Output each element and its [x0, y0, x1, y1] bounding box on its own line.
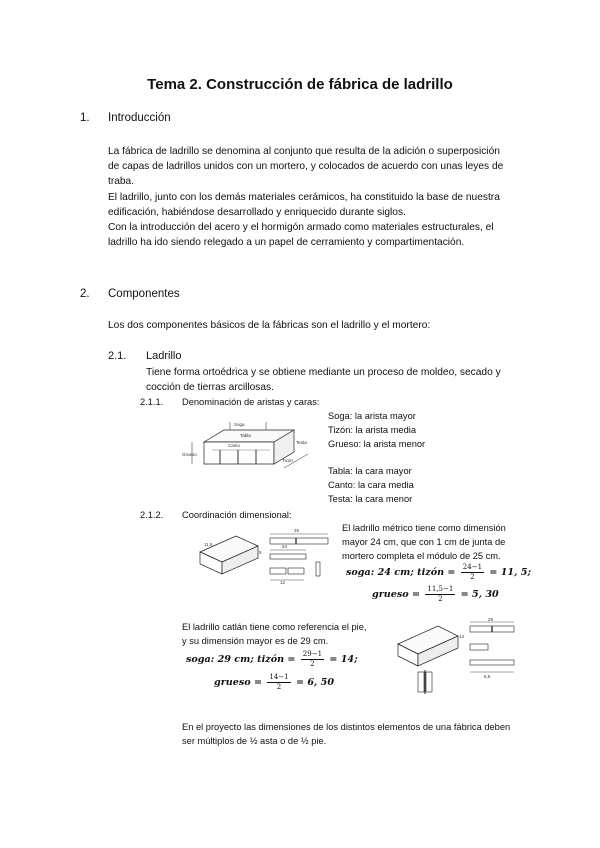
closing-text: [182, 720, 542, 748]
page-title: Tema 2. Construcción de fábrica de ladrillo: [147, 76, 453, 93]
catalan-brick-text: [182, 620, 392, 648]
body-line: y su dimensión mayor es de 29 cm.: [182, 636, 329, 646]
edge-grueso: Grueso: la arista menor: [328, 439, 426, 449]
subsection-2-1-1-number: 2.1.1.: [140, 397, 164, 407]
section-2-intro: Los dos componentes básicos de la fábricas son el ladrillo y el mortero:: [108, 320, 431, 331]
formula-result: = 5, 30: [460, 589, 499, 600]
metric-formula-soga: [346, 563, 531, 582]
fraction: $\frac{11,5-1}{2}$: [427, 585, 454, 603]
fraction: $\frac{29-1}{2}$: [302, 650, 323, 668]
fraction: $\frac{14-1}{2}$: [269, 673, 289, 691]
subsection-2-1-number: 2.1.: [108, 350, 127, 362]
face-testa: Testa: la cara menor: [328, 494, 413, 504]
edge-tizon: Tizón: la arista media: [328, 425, 417, 435]
fig-label-grueso: Grueso: [182, 452, 197, 457]
body-line: El ladrillo métrico tiene como dimensión: [342, 523, 506, 533]
subsection-2-1-1-heading: Denominación de aristas y caras:: [182, 397, 320, 407]
formula-result: = 6, 50: [295, 677, 335, 688]
metric-brick-figure: [196, 530, 266, 580]
body-line: ser múltiplos de ½ asta o de ½ pie.: [182, 736, 327, 746]
body-line: edificación, habiéndose desarrollado y enriquecido durante siglos.: [108, 206, 406, 218]
catalan-module-drawing: [466, 618, 528, 684]
edges-list: [328, 409, 425, 451]
metric-brick-text: [342, 521, 532, 563]
body-line: mortero completa el módulo de 25 cm.: [342, 551, 501, 561]
body-line: Tiene forma ortoédrica y se obtiene mediante un proceso de moldeo, secado y: [146, 367, 501, 378]
body-line: El ladrillo, junto con los demás materiales cerámicos, ha constituido la base de nuestra: [108, 191, 500, 203]
face-canto: Canto: la cara media: [328, 480, 414, 490]
catalan-fig-dim: 6,5: [484, 674, 491, 679]
fig-label-testa: Testa: [296, 440, 307, 445]
formula-result: = 11, 5;: [489, 567, 532, 578]
body-line: de capas de ladrillos unidos con un mortero, y colocados de acuerdo con unas leyes de: [108, 161, 504, 173]
fig-label-canto: Canto: [228, 443, 241, 448]
section-1-body: [108, 144, 528, 250]
fig-label-tizon: Tizón: [282, 458, 293, 463]
metric-fig-dim: 5: [259, 550, 262, 555]
subsection-2-1-heading: Ladrillo: [146, 350, 182, 362]
metric-module-drawing: [266, 528, 336, 590]
face-tabla: Tabla: la cara mayor: [328, 466, 412, 476]
metric-fig-dim: 11,5: [204, 542, 213, 547]
formula-text: grueso =: [214, 677, 263, 688]
metric-fig-dim: 12: [280, 580, 286, 585]
section-2-number: 2.: [80, 288, 90, 300]
metric-fig-dim: 24: [282, 544, 288, 549]
body-line: ladrillo ha ido siendo relegado a un papel de cerramiento y compartimentación.: [108, 237, 465, 249]
section-1-number: 1.: [80, 112, 90, 124]
catalan-formula-grueso: [214, 673, 334, 692]
formula-text: soga: 29 cm; tizón =: [186, 654, 296, 665]
edge-soga: Soga: la arista mayor: [328, 411, 416, 421]
body-line: En el proyecto las dimensiones de los distintos elementos de una fábrica deben: [182, 722, 511, 732]
catalan-fig-dim: 14: [459, 634, 465, 639]
body-line: traba.: [108, 176, 135, 188]
catalan-brick-figure: [394, 622, 464, 670]
metric-fig-dim: 25: [294, 528, 300, 533]
section-2-heading: Componentes: [108, 288, 180, 300]
body-line: Con la introducción del acero y el hormigón armado como materiales estructurales, el: [108, 222, 494, 234]
section-1-heading: Introducción: [108, 112, 171, 124]
body-line: cocción de tierras arcillosas.: [146, 382, 274, 394]
catalan-formula-soga: [186, 650, 358, 669]
catalan-vertical-detail: [416, 670, 436, 696]
fig-label-soga: Soga: [234, 422, 245, 427]
fig-label-tabla: Tabla: [240, 433, 251, 438]
metric-formula-grueso: [372, 585, 499, 604]
subsection-2-1-2-heading: Coordinación dimensional:: [182, 510, 292, 520]
body-line: El ladrillo catlán tiene como referencia el pie,: [182, 622, 367, 632]
formula-result: = 14;: [329, 654, 358, 665]
body-line: La fábrica de ladrillo se denomina al conjunto que resulta de la adición o superposición: [108, 146, 500, 157]
body-line: mayor 24 cm, que con 1 cm de junta de: [342, 537, 506, 547]
faces-list: [328, 464, 414, 506]
formula-text: grueso =: [372, 589, 421, 600]
fraction: $\frac{24-1}{2}$: [462, 563, 483, 581]
catalan-fig-dim: 29: [488, 617, 494, 622]
subsection-2-1-2-number: 2.1.2.: [140, 510, 164, 520]
brick-edges-faces-figure: [182, 420, 327, 490]
subsection-2-1-body: [146, 365, 546, 395]
formula-text: soga: 24 cm; tizón =: [346, 567, 456, 578]
